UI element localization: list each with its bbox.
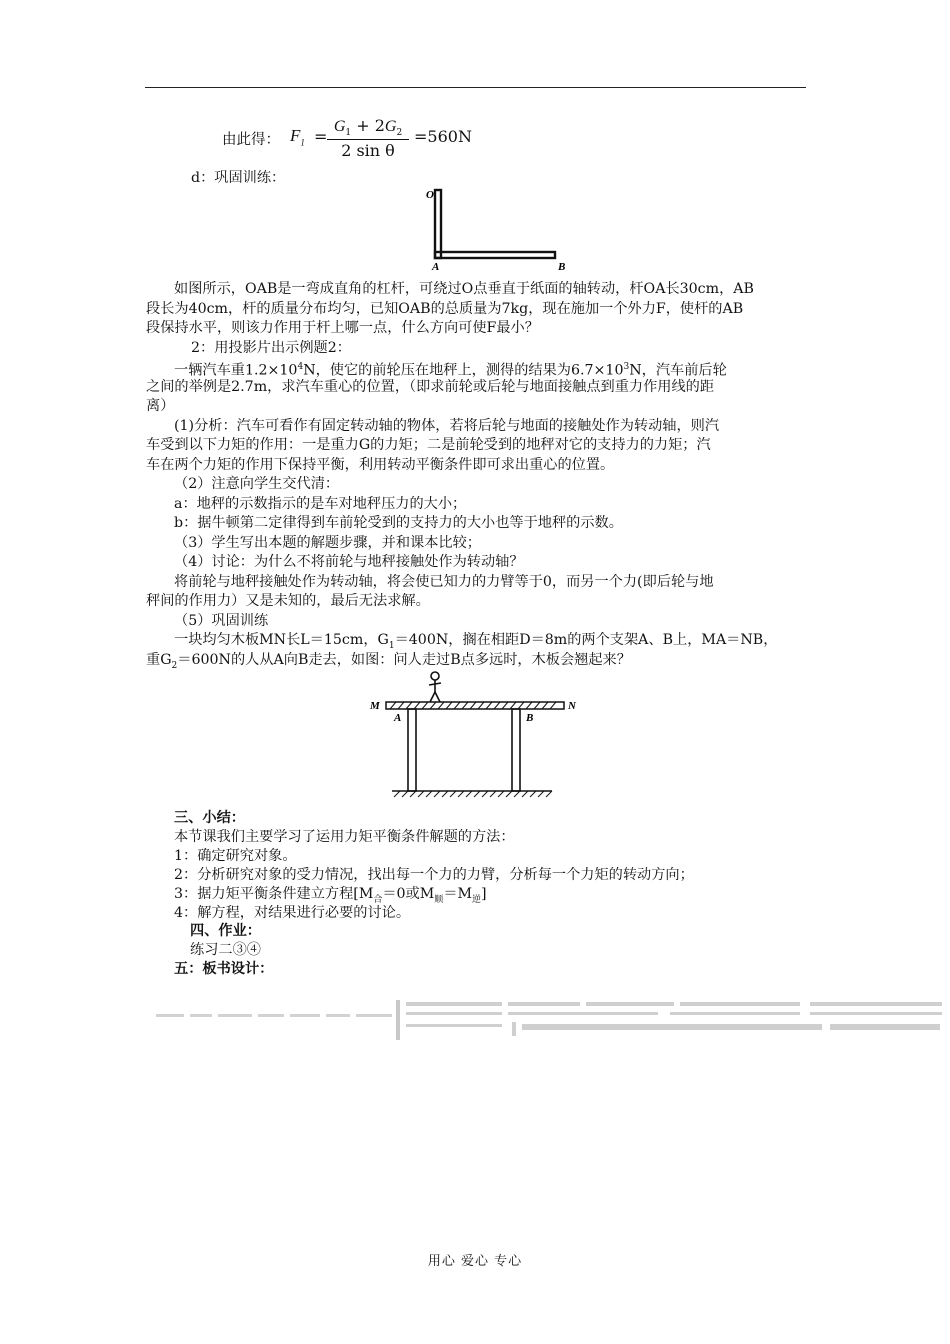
label-o: O [426,189,434,201]
formula-result: =560N [414,127,472,146]
section3-heading: 三、小结： [174,810,245,826]
note-heading: （2）注意向学生交代清： [174,476,340,492]
step4-answer-line1: 将前轮与地秤接触处作为转动轴，将会使已知力的力臂等于0，而另一个力(即后轮与地 [174,574,714,590]
scan-artifact-strip [150,996,950,1042]
section5-heading: 五：板书设计： [174,961,274,977]
formula-denominator: 2 sin θ [341,141,395,160]
example2-line3: 离） [146,398,175,414]
label-support-b: B [526,712,534,724]
homework-item: 练习二③④ [190,942,261,958]
formula-prefix: 由此得： [222,132,280,148]
label-n: N [568,700,576,712]
ground-hatching [394,791,552,797]
step4: （4）讨论：为什么不将前轮与地秤接触处作为转动轴？ [174,554,524,570]
example2-line2: 之间的举例是2.7m，求汽车重心的位置，（即求前轮或后轮与地面接触点到重力作用线的距 [146,379,715,395]
lever-oa-segment [435,190,441,258]
example2-title: 2：用投影片出示例题2： [191,340,351,356]
formula-numerator: $G_1 + 2G_2$ [333,116,403,139]
exercise-line2: 重$G_2=600N$的人从A向B走去，如图：问人走过B点多远时，木板会翘起来？ [146,652,631,671]
summary-step2: 2：分析研究对象的受力情况，找出每一个力的力臂，分析每一个力矩的转动方向； [174,867,694,883]
label-a: A [432,261,440,272]
label-m: M [370,700,380,712]
problem1-line1: 如图所示，OAB是一弯成直角的杠杆，可绕过O点垂直于纸面的轴转动，杆OA长30cm，AB [174,281,754,297]
formula-fraction [325,116,411,160]
analysis-line3: 车在两个力矩的作用下保持平衡，利用转动平衡条件即可求出重心的位置。 [146,457,615,473]
header-rule [145,87,806,88]
torque-formula [222,114,482,164]
plank-support-figure [366,670,582,806]
note-a: a：地秤的示数指示的是车对地秤压力的大小； [174,496,467,512]
exercise-line1: 一块均匀木板MN长L＝15cm，$G_1=400N$，搁在相距D＝8m的两个支架A、B上，MA＝NB， [174,632,778,651]
analysis-line1: (1)分析：汽车可看作有固定转动轴的物体，若将后轮与地面的接触处作为转动轴，则汽 [174,418,720,434]
label-b: B [558,261,566,272]
summary-step3: 3：据力矩平衡条件建立方程[$M_合=0$或$M_顺=M_逆$] [174,886,487,905]
page-footer: 用心 爱心 专心 [427,1254,523,1269]
problem1-line3: 段保持水平，则该力作用于杆上哪一点，什么方向可使F最小？ [146,320,539,336]
formula-eq: = [314,127,328,146]
step3: （3）学生写出本题的解题步骤，并和课本比较； [174,535,481,551]
support-a [408,709,416,791]
label-support-a: A [394,712,402,724]
step5: （5）巩固训练 [174,613,269,629]
formula-lhs: $F_1$ [290,126,305,148]
summary-intro: 本节课我们主要学习了运用力矩平衡条件解题的方法： [174,829,515,845]
section4-heading: 四、作业： [190,923,261,939]
analysis-line2: 车受到以下力矩的作用：一是重力G的力矩；二是前轮受到的地秤对它的支持力的力矩；汽 [146,437,711,453]
problem1-line2: 段长为40cm，杆的质量分布均匀，已知OAB的总质量为7kg，现在施加一个外力F，使杆的AB [146,301,744,317]
lever-ab-segment [435,252,555,258]
support-b [512,709,520,791]
summary-step1: 1：确定研究对象。 [174,848,297,864]
step4-answer-line2: 秤间的作用力）又是未知的，最后无法求解。 [146,593,430,609]
walking-person [429,672,441,702]
plank-hatching [390,702,556,709]
example2-line1: 一辆汽车重$1.2\times 10^4N$，使它的前轮压在地秤上，测得的结果为$6.7\times 10^3N$，汽车前后轮 [174,362,727,379]
note-b: b：据牛顿第二定律得到车前轮受到的支持力的大小也等于地秤的示数。 [174,515,623,531]
consolidation-label: d：巩固训练： [191,170,286,186]
summary-step4: 4：解方程，对结果进行必要的讨论。 [174,905,411,921]
lever-oab-figure [424,186,574,272]
